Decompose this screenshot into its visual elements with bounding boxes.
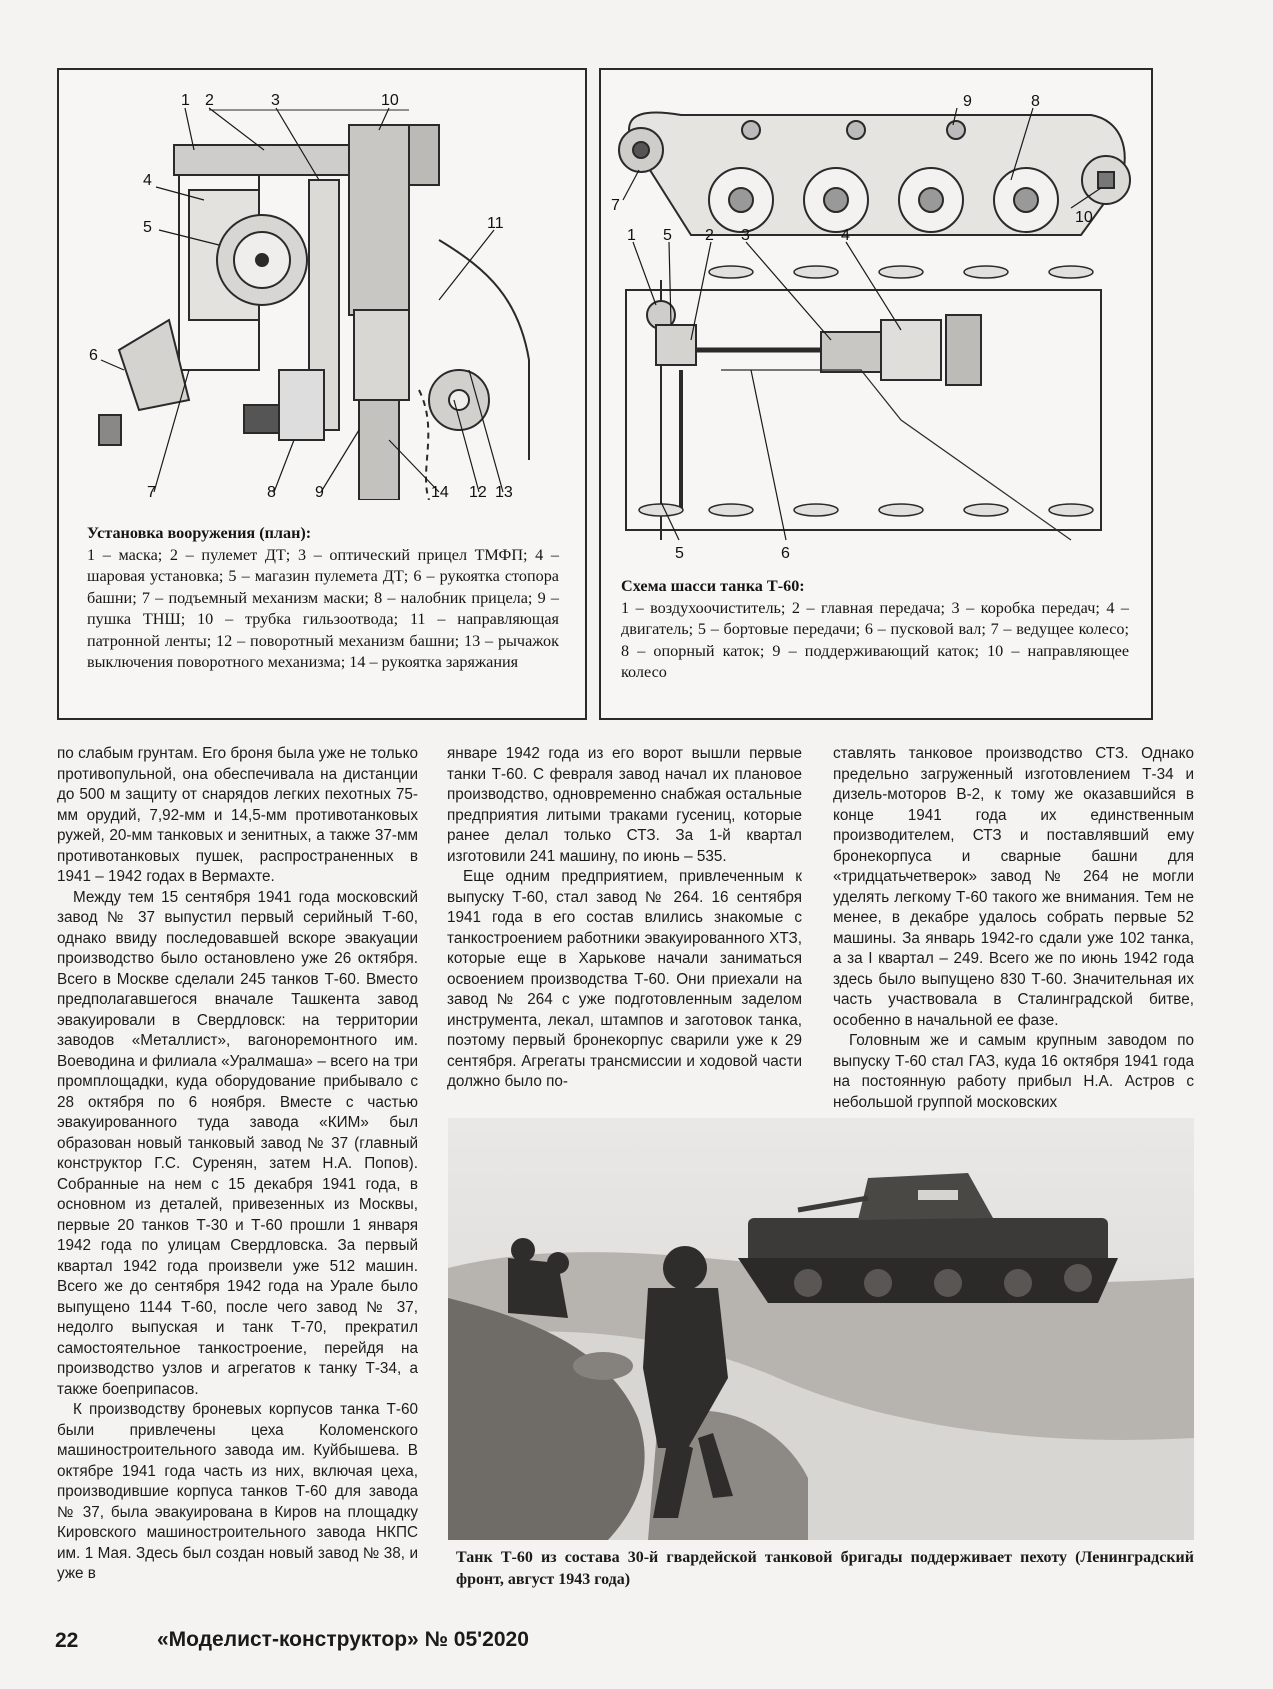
paragraph: по слабым грунтам. Его броня была уже не только противопульной, она обеспечивала на дистанции до 500 м защиту от снарядов легких пехотных 75-мм орудий, 7,92-мм и 14,5-мм противотанковых ружей, 20-мм танковых и зенитных, а также 37-мм противотанковых пушек, распространенных в 1941 – 1942 годах в Вермахте. xyxy=(57,745,418,885)
chassis-callout-10: 10 xyxy=(1075,209,1093,226)
tank-photo xyxy=(448,1118,1194,1540)
paragraph: Головным же и самым крупным заводом по выпуску Т-60 стал ГАЗ, куда 16 октября 1941 года на постоянную работу прибыл Н.А. Астров с небольшой группой московских xyxy=(833,1032,1194,1111)
callout-1: 1 xyxy=(181,92,190,109)
text-column-2 xyxy=(447,744,802,1093)
callout-9: 9 xyxy=(315,484,324,500)
chassis-caption xyxy=(621,576,1129,684)
photo-caption: Танк Т-60 из состава 30-й гвардейской танковой бригады поддерживает пехоту (Ленинградский фронт, август 1943 года) xyxy=(456,1549,1194,1588)
callout-4: 4 xyxy=(143,172,152,189)
paragraph: январе 1942 года из его ворот вышли первые танки Т-60. С февраля завод начал их плановое производство, одновременно снабжая остальные предприятия литыми траками гусениц, которые ранее делал только СТЗ. За 1-й квартал изготовили 241 машину, по июнь – 535. xyxy=(447,745,802,865)
callout-2: 2 xyxy=(205,92,214,109)
chassis-callout-8: 8 xyxy=(1031,93,1040,110)
chassis-callout-7: 7 xyxy=(611,197,620,214)
page-number: 22 xyxy=(55,1629,79,1652)
chassis-callout-2: 2 xyxy=(705,227,714,244)
callout-7: 7 xyxy=(147,484,156,500)
chassis-caption-title: Схема шасси танка Т-60: xyxy=(621,577,805,595)
callout-11: 11 xyxy=(487,215,504,232)
paragraph: Еще одним предприятием, привлеченным к выпуску Т-60, стал завод № 264. 16 сентября 1941 года в его состав влились знакомые с танкостроением работники эвакуированного ХТЗ, которые еще в Харькове начали заниматься освоением производства Т-60. Они приехали на завод № 264 с уже подготовленным заделом инструмента, лекал, штампов и заготовок танка, поэтому первый бронекорпус сварили уже к 29 сентября. Агрегаты трансмиссии и ходовой части должно было по- xyxy=(447,868,802,1090)
callout-8: 8 xyxy=(267,484,276,500)
tank-photo-scene xyxy=(448,1118,1194,1540)
paragraph: К производству броневых корпусов танка Т-60 были привлечены цеха Коломенского машиностроительного завода им. Куйбышева. В октябре 1941 года часть из них, включая цеха, производившие корпуса танков Т-60 для завода № 37, была эвакуирована в Киров на площадку Кировского машиностроительного завода НКПС им. 1 Мая. Здесь был создан новый завод № 38, и уже в xyxy=(57,1401,418,1582)
magazine-title: «Моделист-конструктор» № 05'2020 xyxy=(157,1628,529,1651)
chassis-caption-text: 1 – воздухоочиститель; 2 – главная передача; 3 – коробка передач; 4 – двигатель; 5 – бортовые передачи; 6 – пусковой вал; 7 – ведущее колесо; 8 – опорный каток; 9 – поддерживающий каток; 10 – направляющее колесо xyxy=(621,598,1129,681)
callout-14: 14 xyxy=(431,484,449,500)
armament-caption-title: Установка вооружения (план): xyxy=(87,524,312,542)
armament-caption-text: 1 – маска; 2 – пулемет ДТ; 3 – оптический прицел ТМФП; 4 – шаровая установка; 5 – магазин пулемета ДТ; 6 – рукоятка стопора башни; 7 – подъемный механизм маски; 8 – налобник прицела; 9 – пушка ТНШ; 10 – трубка гильзоотвода; 11 – направляющая патронной ленты; 12 – поворотный механизм башни; 13 – рычажок выключения поворотного механизма; 14 – рукоятка заряжания xyxy=(87,545,559,671)
chassis-callout-1: 1 xyxy=(627,227,636,244)
text-column-3 xyxy=(833,744,1194,1113)
callout-5: 5 xyxy=(143,219,152,236)
callout-12: 12 xyxy=(469,484,487,500)
paragraph: Между тем 15 сентября 1941 года московский завод № 37 выпустил первый серийный Т-60, однако ввиду последовавшей вскоре эвакуации производство было остановлено уже 26 октября. Всего в Москве сделали 245 танков Т-60. Вместо предполагавшегося вначале Ташкента завод эвакуировали в Свердловск: на территории заводов «Металлист», вагоноремонтного им. Воеводина и филиала «Уралмаша» – всего на три промплощадки, куда оборудование прибывало с 28 октября по 6 ноября. Вместе с частью эвакуированного туда завода «КИМ» был образован новый танковый завод № 37 (главный конструктор Г.С. Суренян, затем Н.А. Попов). Собранные на нем с 15 декабря 1941 года, в основном из деталей, привезенных из Москвы, первые 20 танков Т-30 и Т-60 прошли 1 января 1942 года по улицам Свердловска. За первый квартал 1942 года произвели уже 512 машин. Всего же до сентября 1942 года на Урале было выпущено 1144 Т-60, после чего завод № 37, недолго выпуская и танк Т-70, прекратил самостоятельное танкостроение, перейдя на производство узлов и агрегатов к танку Т-34, а также боеприпасов. xyxy=(57,888,418,1398)
chassis-callout-4: 4 xyxy=(841,227,850,244)
paragraph: ставлять танковое производство СТЗ. Однако предельно загруженный изготовлением Т-34 и дизель-моторов В-2, к тому же оказавшийся в конце 1941 года их единственным производителем, СТЗ и поставлявший ему бронекорпуса и сварные башни для «тридцатьчетверок» завод № 264 не могли уделять легкому Т-60 такого же внимания. Тем не менее, в декабре удалось собрать первые 52 машины. За январь 1942-го сдали уже 102 танка, а за I квартал – 249. Всего же по июнь 1942 года здесь было выпущено 830 Т-60. Значительная их часть участвовала в Сталинградской битве, особенно в начальной ее фазе. xyxy=(833,745,1194,1029)
chassis-callout-3: 3 xyxy=(741,227,750,244)
armament-figure xyxy=(57,68,587,720)
text-column-1 xyxy=(57,744,418,1585)
chassis-callout-5a: 5 xyxy=(663,227,672,244)
callout-13: 13 xyxy=(495,484,513,500)
callout-3: 3 xyxy=(271,92,280,109)
armament-drawing xyxy=(59,70,585,500)
callout-6: 6 xyxy=(89,347,98,364)
chassis-callout-5b: 5 xyxy=(675,545,684,562)
callout-10: 10 xyxy=(381,92,399,109)
chassis-figure xyxy=(599,68,1153,720)
armament-caption xyxy=(87,523,559,674)
chassis-callout-9: 9 xyxy=(963,93,972,110)
chassis-callout-6: 6 xyxy=(781,545,790,562)
chassis-drawing xyxy=(601,70,1151,590)
